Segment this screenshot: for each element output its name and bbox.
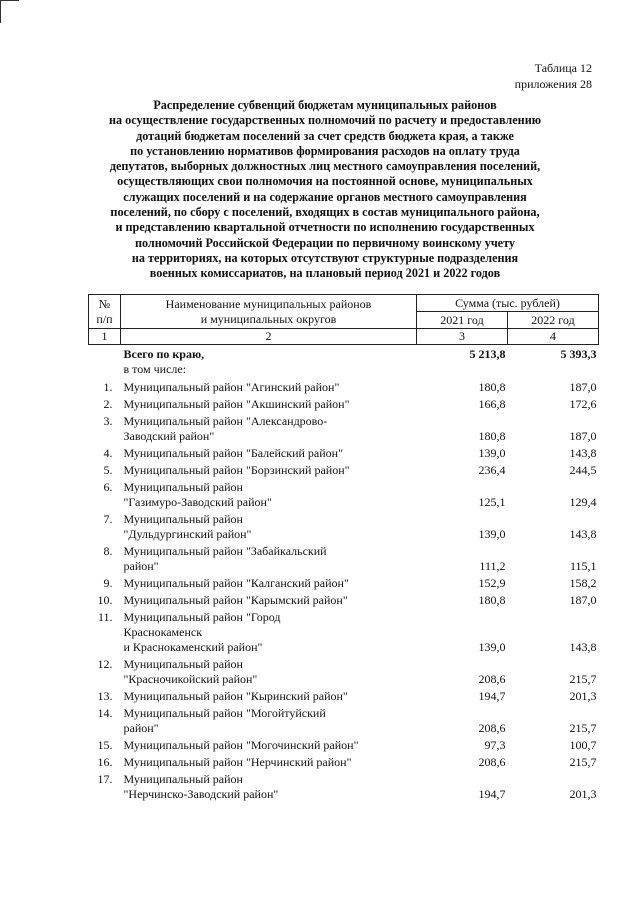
- district-name-line: и Краснокаменский район": [123, 640, 263, 654]
- subvention-table: [88, 294, 599, 804]
- row-number: 14.: [97, 706, 113, 720]
- amount-2022: 172,6: [569, 397, 597, 411]
- amount-2022: 158,2: [569, 576, 597, 590]
- row-number: 1.: [103, 380, 113, 394]
- amount-2021: 97,3: [484, 738, 506, 752]
- row-number: 16.: [97, 755, 113, 769]
- table-row: [89, 463, 599, 480]
- district-name-line: "Красночикойский район": [123, 672, 258, 686]
- district-name: [121, 706, 417, 738]
- amount-2022: 201,3: [569, 787, 597, 801]
- district-name-line: Муниципальный район: [123, 657, 243, 671]
- title-line: на осуществление государственных полномочий по расчету и предоставлению: [108, 113, 542, 128]
- district-name-line: Краснокаменск: [123, 625, 203, 639]
- amount-2022: 201,3: [569, 689, 597, 703]
- title-line: военных комиссариатов, на плановый период 2021 и 2022 годов: [149, 266, 501, 281]
- district-name-line: район": [123, 721, 159, 735]
- row-number: 12.: [97, 657, 113, 671]
- header-2022: 2022 год: [508, 312, 599, 329]
- row-number: 15.: [97, 738, 113, 752]
- district-name-line: Муниципальный район "Борзинский район": [123, 463, 350, 477]
- including-row: [89, 362, 599, 380]
- amount-2022: 215,7: [569, 755, 597, 769]
- table-reference: [515, 60, 592, 92]
- index-cell: 3: [417, 329, 508, 345]
- district-name-line: Муниципальный район "Калганский район": [123, 576, 349, 590]
- row-number: 10.: [97, 593, 113, 607]
- header-name: Наименование муниципальных районов и муниципальных округов: [121, 295, 417, 329]
- row-number: 11.: [97, 610, 113, 624]
- title-line: поселений, по сбору с поселений, входящих в состав муниципального района,: [110, 205, 540, 220]
- district-name-line: Муниципальный район "Агинский район": [123, 380, 340, 394]
- district-name: [121, 755, 417, 772]
- amount-2022: 215,7: [569, 672, 597, 686]
- amount-2021: 125,1: [478, 495, 506, 509]
- district-name-line: "Газимуро-Заводский район": [123, 495, 272, 509]
- district-name-line: "Нерчинско-Заводский район": [123, 787, 279, 801]
- district-name-line: Муниципальный район "Забайкальский: [123, 544, 327, 558]
- district-name-line: Муниципальный район "Могойтуйский: [123, 706, 326, 720]
- total-row: [89, 345, 599, 363]
- district-name-line: Заводский район": [123, 429, 215, 443]
- total-label: Всего по краю,: [123, 347, 205, 361]
- amount-2022: 129,4: [569, 495, 597, 509]
- amount-2021: 208,6: [478, 721, 506, 735]
- total-2021: 5 213,8: [469, 347, 506, 361]
- page-corner-mark: [0, 0, 19, 23]
- amount-2021: 180,8: [478, 380, 506, 394]
- table-row: [89, 772, 599, 804]
- title-line: и представлению квартальной отчетности по исполнению государственных: [115, 220, 535, 235]
- table-row: [89, 446, 599, 463]
- index-cell: 2: [121, 329, 417, 345]
- amount-2022: 100,7: [569, 738, 597, 752]
- district-name: [121, 689, 417, 706]
- row-number: 2.: [103, 397, 113, 411]
- table-row: [89, 544, 599, 576]
- total-2022: 5 393,3: [560, 347, 597, 361]
- title-line: осуществляющих свои полномочия на постоянной основе, муниципальных: [117, 174, 533, 189]
- appendix-number: приложения 28: [514, 77, 592, 91]
- title-line: Распределение субвенций бюджетам муниципальных районов: [153, 98, 497, 112]
- table-row: [89, 738, 599, 755]
- amount-2021: 194,7: [478, 787, 506, 801]
- district-name-line: Муниципальный район "Акшинский район": [123, 397, 350, 411]
- table-header: [89, 295, 599, 345]
- title-line: полномочий Российской Федерации по первичному воинскому учету: [134, 235, 516, 250]
- district-name: [121, 544, 417, 576]
- row-number: 7.: [103, 512, 113, 526]
- district-name: [121, 480, 417, 512]
- district-name-line: район": [123, 559, 159, 573]
- amount-2022: 187,0: [569, 380, 597, 394]
- district-name-line: Муниципальный район "Балейский район": [123, 446, 343, 460]
- district-name: [121, 593, 417, 610]
- including-label: в том числе:: [123, 362, 187, 376]
- table-row: [89, 706, 599, 738]
- district-name-line: Муниципальный район "Александрово-: [123, 414, 328, 428]
- amount-2022: 244,5: [569, 463, 597, 477]
- table-body: [89, 345, 599, 805]
- district-name: [121, 463, 417, 480]
- district-name-line: Муниципальный район "Город: [123, 610, 281, 624]
- table-row: [89, 657, 599, 689]
- district-name: [121, 772, 417, 804]
- district-name-line: Муниципальный район "Нерчинский район": [123, 755, 352, 769]
- title-line: по установлению нормативов формирования расходов на оплату труда: [130, 143, 520, 158]
- amount-2021: 139,0: [478, 640, 506, 654]
- district-name-line: Муниципальный район: [123, 512, 243, 526]
- district-name: [121, 738, 417, 755]
- amount-2022: 143,8: [569, 527, 597, 541]
- document-title: [60, 98, 590, 282]
- row-number: 4.: [103, 446, 113, 460]
- row-number: 5.: [103, 463, 113, 477]
- title-line: служащих поселений и на содержание органов местного самоуправления: [123, 189, 527, 204]
- amount-2022: 187,0: [569, 593, 597, 607]
- table-row: [89, 593, 599, 610]
- index-cell: 1: [89, 329, 121, 345]
- table-row: [89, 397, 599, 414]
- table-row: [89, 689, 599, 706]
- district-name-line: Муниципальный район "Могочинский район": [123, 738, 359, 752]
- district-name-line: "Дульдургинский район": [123, 527, 252, 541]
- header-number: № п/п: [89, 295, 121, 329]
- amount-2021: 208,6: [478, 755, 506, 769]
- amount-2021: 180,8: [478, 429, 506, 443]
- row-number: 13.: [97, 689, 113, 703]
- amount-2021: 139,0: [478, 446, 506, 460]
- district-name: [121, 397, 417, 414]
- table-row: [89, 755, 599, 772]
- table-row: [89, 414, 599, 446]
- header-2021: 2021 год: [417, 312, 508, 329]
- district-name: [121, 576, 417, 593]
- table-row: [89, 380, 599, 397]
- row-number: 8.: [103, 544, 113, 558]
- row-number: 17.: [97, 772, 113, 786]
- amount-2022: 143,8: [569, 446, 597, 460]
- district-name: [121, 446, 417, 463]
- district-name: [121, 414, 417, 446]
- district-name-line: Муниципальный район "Кыринский район": [123, 689, 348, 703]
- district-name-line: Муниципальный район "Карымский район": [123, 593, 348, 607]
- table-row: [89, 512, 599, 544]
- index-cell: 4: [508, 329, 599, 345]
- district-name: [121, 657, 417, 689]
- amount-2021: 111,2: [479, 559, 506, 573]
- title-line: дотаций бюджетам поселений за счет средств бюджета края, а также: [136, 128, 514, 143]
- title-line: депутатов, выборных должностных лиц местного самоуправления поселений,: [109, 159, 541, 174]
- table-row: [89, 610, 599, 657]
- row-number: 9.: [103, 576, 113, 590]
- district-name-line: Муниципальный район: [123, 480, 243, 494]
- table-row: [89, 576, 599, 593]
- district-name-line: Муниципальный район: [123, 772, 243, 786]
- title-line: на территориях, на которых отсутствуют структурные подразделения: [131, 250, 519, 265]
- table-number: Таблица 12: [534, 61, 592, 75]
- amount-2022: 143,8: [569, 640, 597, 654]
- amount-2021: 236,4: [478, 463, 506, 477]
- amount-2021: 180,8: [478, 593, 506, 607]
- district-name: [121, 512, 417, 544]
- amount-2022: 215,7: [569, 721, 597, 735]
- amount-2021: 208,6: [478, 672, 506, 686]
- amount-2022: 115,1: [569, 559, 597, 573]
- amount-2021: 139,0: [478, 527, 506, 541]
- header-sum: Сумма (тыс. рублей): [417, 295, 599, 312]
- row-number: 3.: [103, 414, 113, 428]
- amount-2021: 194,7: [478, 689, 506, 703]
- amount-2022: 187,0: [569, 429, 597, 443]
- row-number: 6.: [103, 480, 113, 494]
- amount-2021: 152,9: [478, 576, 506, 590]
- table-row: [89, 480, 599, 512]
- district-name: [121, 610, 417, 657]
- district-name: [121, 380, 417, 397]
- amount-2021: 166,8: [478, 397, 506, 411]
